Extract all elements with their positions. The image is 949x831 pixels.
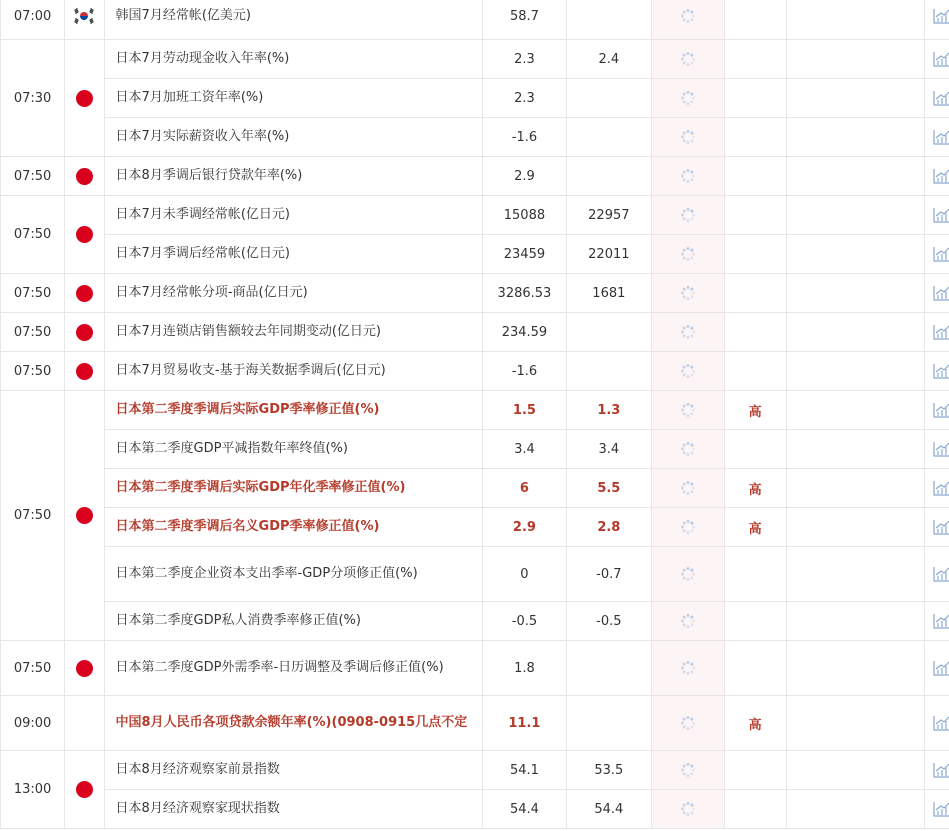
previous-value: -1.6: [482, 118, 566, 157]
chart-link-cell[interactable]: [925, 391, 949, 430]
loading-spinner-icon: [680, 129, 696, 145]
loading-spinner-icon: [680, 207, 696, 223]
chart-link-cell[interactable]: [925, 313, 949, 352]
loading-spinner-icon: [680, 8, 696, 24]
previous-value: -1.6: [482, 352, 566, 391]
chart-icon[interactable]: [933, 168, 949, 184]
actual-value-cell: [651, 508, 724, 547]
event-name: 日本7月未季调经常帐(亿日元): [104, 196, 482, 235]
event-time: 13:00: [1, 751, 65, 829]
table-row: [1, 40, 949, 79]
importance-label: [724, 196, 786, 235]
importance-label: [724, 157, 786, 196]
interpretation-cell: [786, 352, 924, 391]
country-flag-cell: [65, 696, 104, 751]
chart-link-cell[interactable]: [925, 235, 949, 274]
chart-icon[interactable]: [933, 660, 949, 676]
importance-label: [724, 602, 786, 641]
event-time: 09:00: [1, 696, 65, 751]
table-row: [1, 547, 949, 602]
chart-icon[interactable]: [933, 246, 949, 262]
importance-label: [724, 641, 786, 696]
event-name: 中国8月人民币各项贷款余额年率(%)(0908-0915几点不定: [104, 696, 482, 751]
forecast-value: [567, 118, 651, 157]
forecast-value: 5.5: [567, 469, 651, 508]
table-row: [1, 602, 949, 641]
previous-value: 1.8: [482, 641, 566, 696]
event-name: 日本7月季调后经常帐(亿日元): [104, 235, 482, 274]
importance-label: [724, 751, 786, 790]
country-flag-cell: [65, 274, 104, 313]
loading-spinner-icon: [680, 762, 696, 778]
interpretation-cell: [786, 157, 924, 196]
interpretation-cell: [786, 430, 924, 469]
interpretation-cell: [786, 118, 924, 157]
chart-icon[interactable]: [933, 51, 949, 67]
forecast-value: 2.4: [567, 40, 651, 79]
forecast-value: 54.4: [567, 790, 651, 829]
importance-label: 高: [724, 508, 786, 547]
interpretation-cell: [786, 79, 924, 118]
interpretation-cell: [786, 696, 924, 751]
japan-flag-icon: [76, 507, 93, 524]
table-row: [1, 118, 949, 157]
forecast-value: 53.5: [567, 751, 651, 790]
table-row: [1, 751, 949, 790]
actual-value-cell: [651, 790, 724, 829]
interpretation-cell: [786, 0, 924, 40]
chart-icon[interactable]: [933, 519, 949, 535]
japan-flag-icon: [76, 168, 93, 185]
event-name: 日本第二季度季调后名义GDP季率修正值(%): [104, 508, 482, 547]
table-row: [1, 196, 949, 235]
chart-icon[interactable]: [933, 566, 949, 582]
interpretation-cell: [786, 391, 924, 430]
chart-link-cell[interactable]: [925, 0, 949, 40]
table-row: [1, 313, 949, 352]
previous-value: 23459: [482, 235, 566, 274]
loading-spinner-icon: [680, 402, 696, 418]
loading-spinner-icon: [680, 51, 696, 67]
table-row: [1, 790, 949, 829]
loading-spinner-icon: [680, 324, 696, 340]
loading-spinner-icon: [680, 246, 696, 262]
event-time: 07:00: [1, 0, 65, 40]
chart-link-cell[interactable]: [925, 751, 949, 790]
forecast-value: 22957: [567, 196, 651, 235]
forecast-value: 3.4: [567, 430, 651, 469]
actual-value-cell: [651, 391, 724, 430]
loading-spinner-icon: [680, 566, 696, 582]
calendar-body: [1, 0, 949, 829]
table-row: [1, 696, 949, 751]
chart-link-cell[interactable]: [925, 790, 949, 829]
japan-flag-icon: [76, 90, 93, 107]
interpretation-cell: [786, 751, 924, 790]
chart-icon[interactable]: [933, 801, 949, 817]
forecast-value: [567, 157, 651, 196]
chart-icon[interactable]: [933, 762, 949, 778]
actual-value-cell: [651, 602, 724, 641]
loading-spinner-icon: [680, 285, 696, 301]
japan-flag-icon: [76, 324, 93, 341]
forecast-value: 22011: [567, 235, 651, 274]
interpretation-cell: [786, 235, 924, 274]
event-time: 07:30: [1, 40, 65, 157]
loading-spinner-icon: [680, 480, 696, 496]
event-name: 韩国7月经常帐(亿美元): [104, 0, 482, 40]
forecast-value: -0.7: [567, 547, 651, 602]
table-row: [1, 508, 949, 547]
chart-link-cell[interactable]: [925, 469, 949, 508]
interpretation-cell: [786, 547, 924, 602]
chart-link-cell[interactable]: [925, 157, 949, 196]
chart-link-cell[interactable]: [925, 196, 949, 235]
loading-spinner-icon: [680, 519, 696, 535]
country-flag-cell: [65, 751, 104, 829]
importance-label: [724, 118, 786, 157]
country-flag-cell: [65, 352, 104, 391]
actual-value-cell: [651, 547, 724, 602]
previous-value: 2.9: [482, 508, 566, 547]
interpretation-cell: [786, 508, 924, 547]
chart-link-cell[interactable]: [925, 641, 949, 696]
importance-label: 高: [724, 469, 786, 508]
chart-link-cell[interactable]: [925, 274, 949, 313]
table-row: [1, 469, 949, 508]
importance-label: [724, 274, 786, 313]
importance-label: [724, 235, 786, 274]
chart-link-cell[interactable]: [925, 602, 949, 641]
forecast-value: [567, 352, 651, 391]
japan-flag-icon: [76, 285, 93, 302]
actual-value-cell: [651, 118, 724, 157]
south-korea-flag-icon: [72, 7, 96, 25]
forecast-value: 2.8: [567, 508, 651, 547]
event-name: 日本8月季调后银行贷款年率(%): [104, 157, 482, 196]
previous-value: 3286.53: [482, 274, 566, 313]
chart-icon[interactable]: [933, 90, 949, 106]
event-time: 07:50: [1, 391, 65, 641]
loading-spinner-icon: [680, 363, 696, 379]
previous-value: 54.1: [482, 751, 566, 790]
importance-label: [724, 313, 786, 352]
interpretation-cell: [786, 313, 924, 352]
event-time: 07:50: [1, 352, 65, 391]
country-flag-cell: [65, 40, 104, 157]
importance-label: 高: [724, 696, 786, 751]
japan-flag-icon: [76, 226, 93, 243]
table-row: [1, 641, 949, 696]
actual-value-cell: [651, 313, 724, 352]
chart-link-cell[interactable]: [925, 79, 949, 118]
event-time: 07:50: [1, 196, 65, 274]
event-name: 日本7月劳动现金收入年率(%): [104, 40, 482, 79]
chart-icon[interactable]: [933, 480, 949, 496]
chart-icon[interactable]: [933, 129, 949, 145]
interpretation-cell: [786, 790, 924, 829]
importance-label: [724, 430, 786, 469]
table-row: [1, 235, 949, 274]
previous-value: 11.1: [482, 696, 566, 751]
previous-value: 0: [482, 547, 566, 602]
event-name: 日本第二季度GDP外需季率-日历调整及季调后修正值(%): [104, 641, 482, 696]
country-flag-cell: [65, 157, 104, 196]
previous-value: 2.3: [482, 40, 566, 79]
previous-value: 2.9: [482, 157, 566, 196]
chart-icon[interactable]: [933, 441, 949, 457]
event-name: 日本7月加班工资年率(%): [104, 79, 482, 118]
country-flag-cell: [65, 641, 104, 696]
table-row: [1, 157, 949, 196]
interpretation-cell: [786, 469, 924, 508]
actual-value-cell: [651, 274, 724, 313]
previous-value: -0.5: [482, 602, 566, 641]
actual-value-cell: [651, 751, 724, 790]
interpretation-cell: [786, 274, 924, 313]
japan-flag-icon: [76, 363, 93, 380]
event-time: 07:50: [1, 274, 65, 313]
chart-icon[interactable]: [933, 402, 949, 418]
actual-value-cell: [651, 79, 724, 118]
actual-value-cell: [651, 196, 724, 235]
chart-link-cell[interactable]: [925, 430, 949, 469]
actual-value-cell: [651, 0, 724, 40]
actual-value-cell: [651, 696, 724, 751]
chart-icon[interactable]: [933, 363, 949, 379]
event-name: 日本第二季度企业资本支出季率-GDP分项修正值(%): [104, 547, 482, 602]
chart-link-cell[interactable]: [925, 352, 949, 391]
previous-value: 15088: [482, 196, 566, 235]
forecast-value: 1681: [567, 274, 651, 313]
interpretation-cell: [786, 40, 924, 79]
forecast-value: 1.3: [567, 391, 651, 430]
forecast-value: [567, 696, 651, 751]
chart-icon[interactable]: [933, 285, 949, 301]
table-row: [1, 0, 949, 40]
event-name: 日本7月连锁店销售额较去年同期变动(亿日元): [104, 313, 482, 352]
previous-value: 6: [482, 469, 566, 508]
actual-value-cell: [651, 469, 724, 508]
importance-label: [724, 790, 786, 829]
event-name: 日本7月经常帐分项-商品(亿日元): [104, 274, 482, 313]
event-name: 日本第二季度GDP私人消费季率修正值(%): [104, 602, 482, 641]
event-name: 日本7月实际薪资收入年率(%): [104, 118, 482, 157]
table-row: [1, 352, 949, 391]
interpretation-cell: [786, 196, 924, 235]
table-row: [1, 274, 949, 313]
importance-label: [724, 40, 786, 79]
chart-icon[interactable]: [933, 715, 949, 731]
importance-label: 高: [724, 391, 786, 430]
actual-value-cell: [651, 157, 724, 196]
loading-spinner-icon: [680, 660, 696, 676]
loading-spinner-icon: [680, 441, 696, 457]
importance-label: [724, 79, 786, 118]
chart-link-cell[interactable]: [925, 547, 949, 602]
chart-link-cell[interactable]: [925, 696, 949, 751]
previous-value: 234.59: [482, 313, 566, 352]
table-row: [1, 79, 949, 118]
importance-label: [724, 352, 786, 391]
country-flag-cell: [65, 391, 104, 641]
loading-spinner-icon: [680, 168, 696, 184]
japan-flag-icon: [76, 781, 93, 798]
previous-value: 54.4: [482, 790, 566, 829]
chart-link-cell[interactable]: [925, 40, 949, 79]
interpretation-cell: [786, 641, 924, 696]
actual-value-cell: [651, 430, 724, 469]
loading-spinner-icon: [680, 90, 696, 106]
actual-value-cell: [651, 352, 724, 391]
event-name: 日本8月经济观察家现状指数: [104, 790, 482, 829]
forecast-value: [567, 313, 651, 352]
chart-link-cell[interactable]: [925, 118, 949, 157]
event-time: 07:50: [1, 157, 65, 196]
chart-icon[interactable]: [933, 207, 949, 223]
event-name: 日本第二季度季调后实际GDP季率修正值(%): [104, 391, 482, 430]
previous-value: 58.7: [482, 0, 566, 40]
event-time: 07:50: [1, 313, 65, 352]
loading-spinner-icon: [680, 613, 696, 629]
importance-label: [724, 0, 786, 40]
previous-value: 2.3: [482, 79, 566, 118]
chart-icon[interactable]: [933, 324, 949, 340]
chart-link-cell[interactable]: [925, 508, 949, 547]
table-row: [1, 391, 949, 430]
forecast-value: [567, 641, 651, 696]
actual-value-cell: [651, 235, 724, 274]
event-name: 日本第二季度GDP平减指数年率终值(%): [104, 430, 482, 469]
previous-value: 3.4: [482, 430, 566, 469]
previous-value: 1.5: [482, 391, 566, 430]
country-flag-cell: [65, 0, 104, 40]
table-row: [1, 430, 949, 469]
interpretation-cell: [786, 602, 924, 641]
forecast-value: [567, 79, 651, 118]
event-time: 07:50: [1, 641, 65, 696]
country-flag-cell: [65, 313, 104, 352]
actual-value-cell: [651, 40, 724, 79]
event-name: 日本8月经济观察家前景指数: [104, 751, 482, 790]
chart-icon[interactable]: [933, 613, 949, 629]
event-name: 日本7月贸易收支-基于海关数据季调后(亿日元): [104, 352, 482, 391]
forecast-value: -0.5: [567, 602, 651, 641]
loading-spinner-icon: [680, 801, 696, 817]
country-flag-cell: [65, 196, 104, 274]
loading-spinner-icon: [680, 715, 696, 731]
importance-label: [724, 547, 786, 602]
event-name: 日本第二季度季调后实际GDP年化季率修正值(%): [104, 469, 482, 508]
actual-value-cell: [651, 641, 724, 696]
chart-icon[interactable]: [933, 8, 949, 24]
japan-flag-icon: [76, 660, 93, 677]
forecast-value: [567, 0, 651, 40]
